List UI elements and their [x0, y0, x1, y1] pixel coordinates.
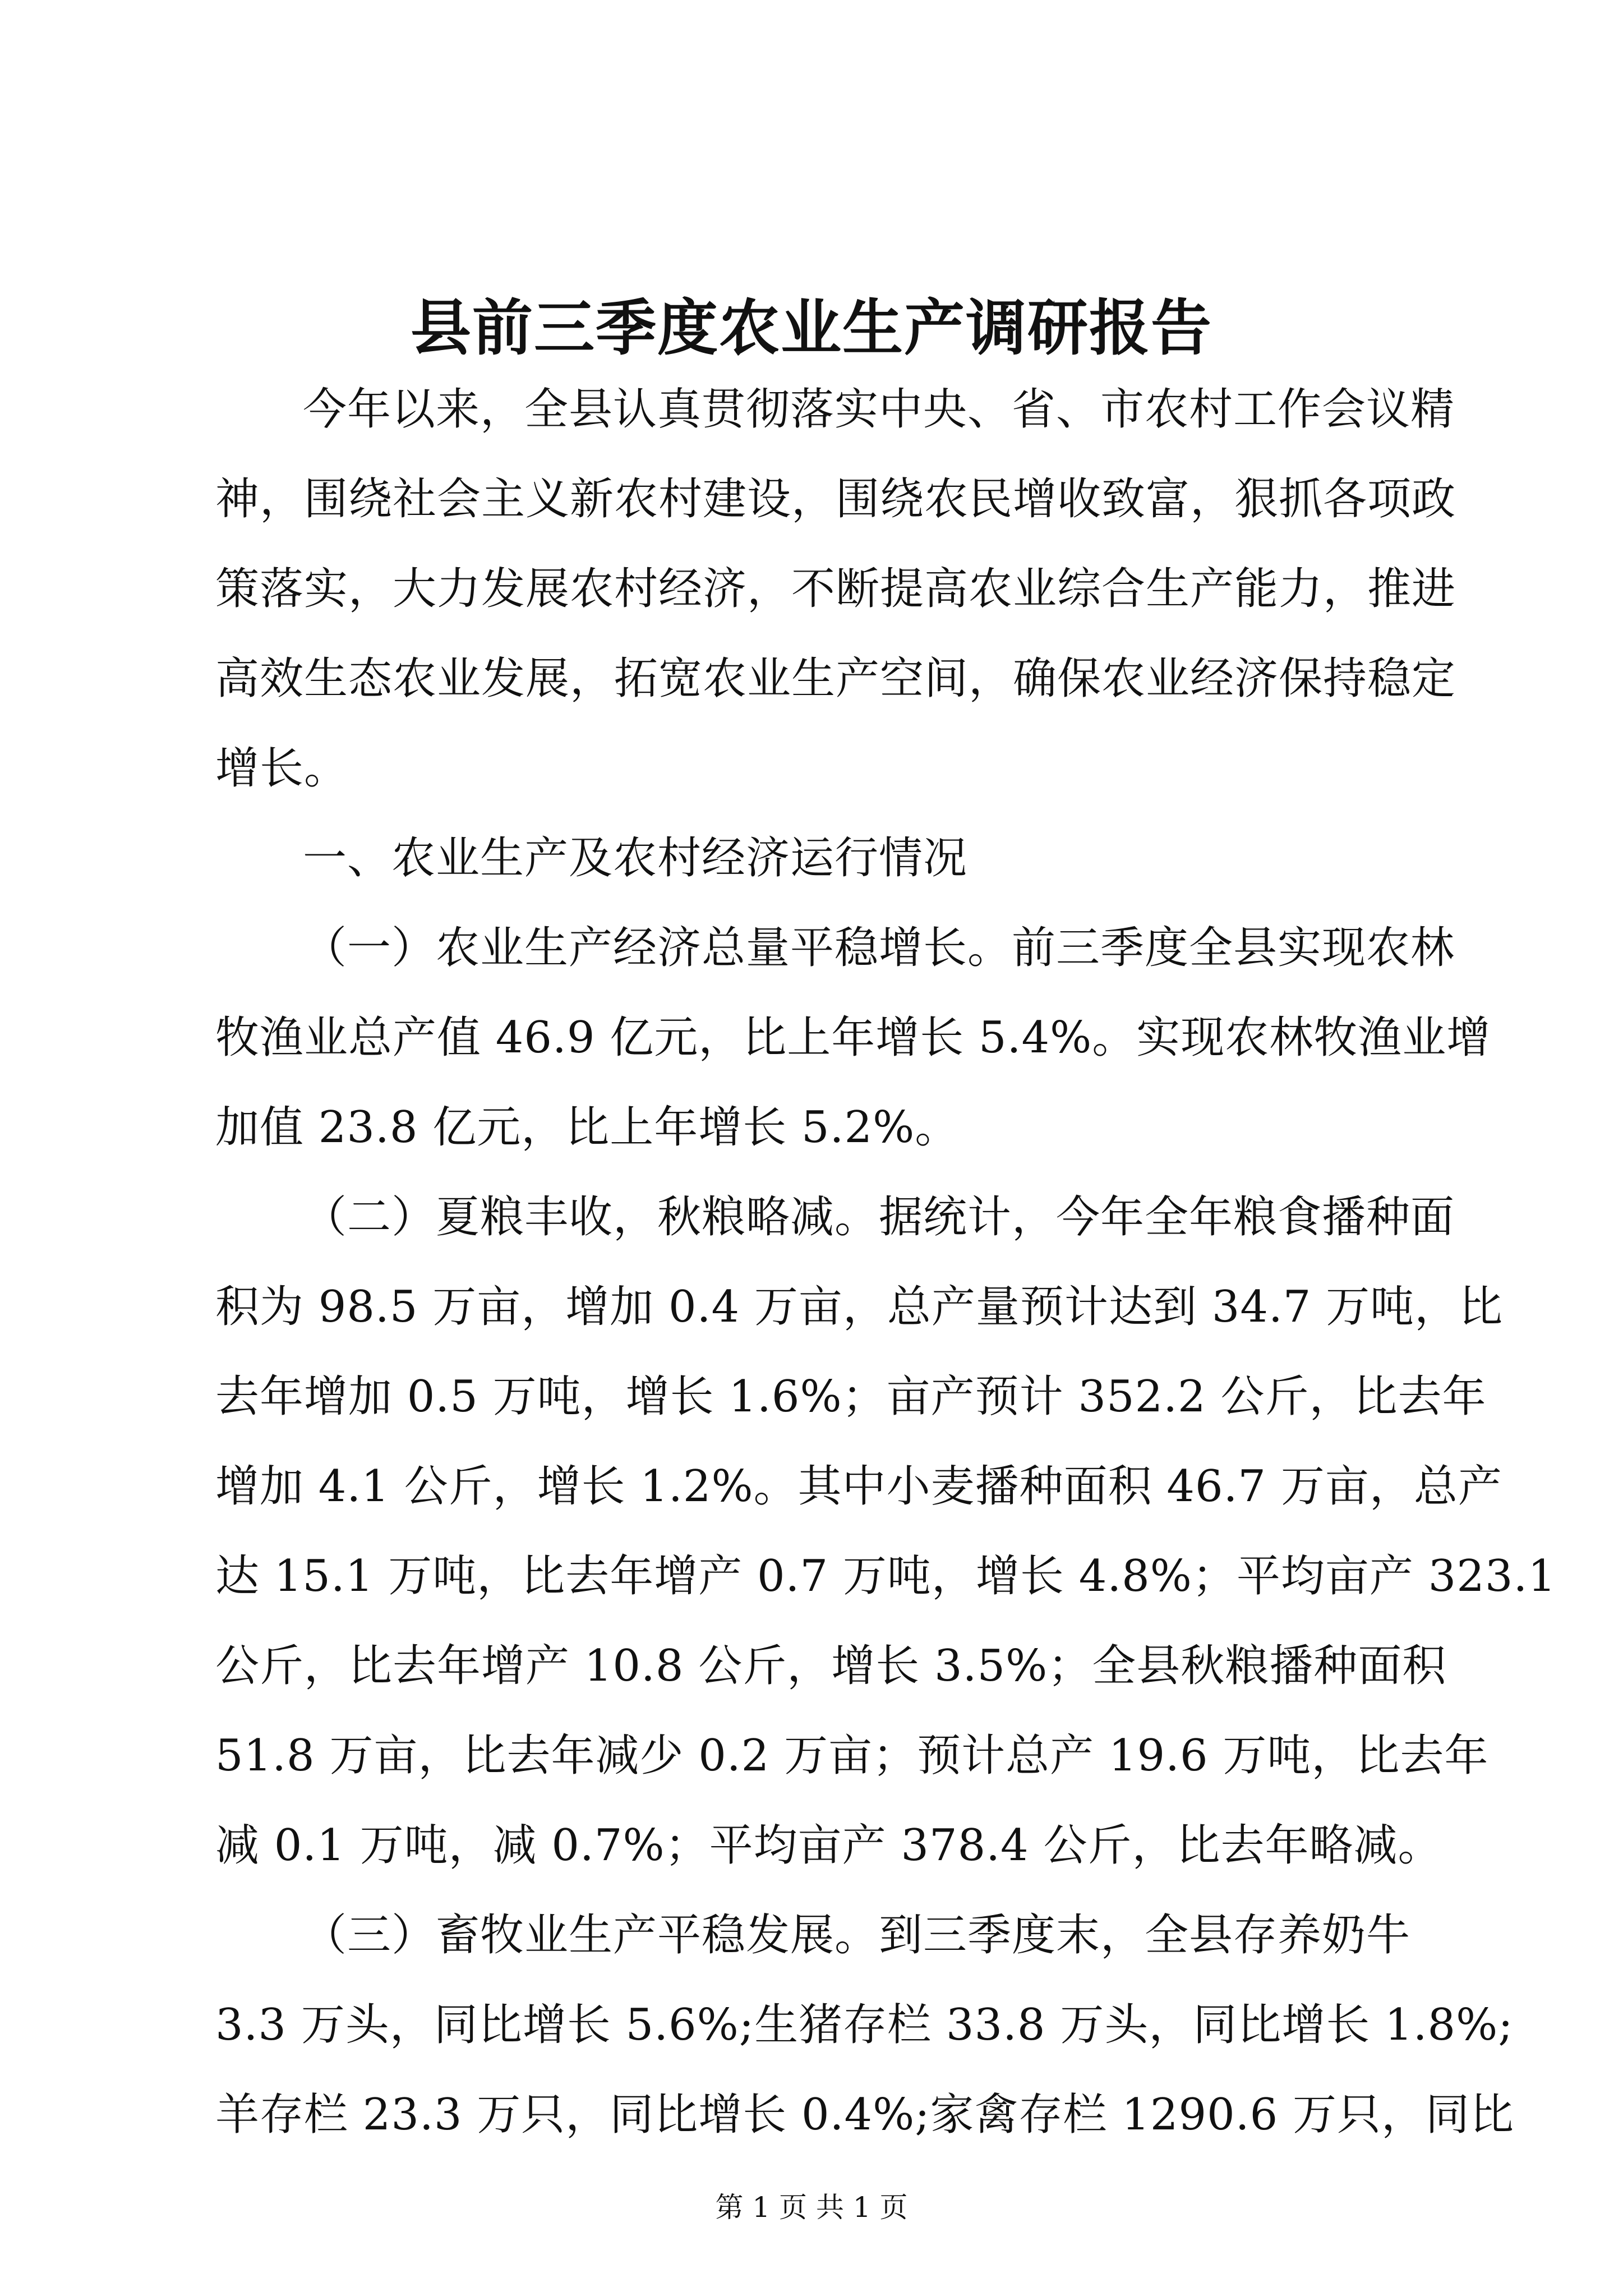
page-footer: 第 1 页 共 1 页	[715, 2191, 908, 2224]
paragraph-line: 积为 98.5 万亩，增加 0.4 万亩，总产量预计达到 34.7 万吨，比	[215, 1282, 1504, 1332]
paragraph-line: 高效生态农业发展，拓宽农业生产空间，确保农业经济保持稳定	[215, 654, 1456, 704]
paragraph-line: 今年以来，全县认真贯彻落实中央、省、市农村工作会议精	[303, 384, 1455, 435]
document-title: 县前三季度农业生产调研报告	[410, 293, 1212, 364]
paragraph-line: 牧渔业总产值 46.9 亿元，比上年增长 5.4%。实现农林牧渔业增	[215, 1013, 1491, 1063]
paragraph-line: （二）夏粮丰收，秋粮略减。据统计，今年全年粮食播种面	[303, 1192, 1455, 1243]
paragraph-line: 策落实，大力发展农村经济，不断提高农业综合生产能力，推进	[215, 564, 1456, 614]
paragraph-line: 去年增加 0.5 万吨，增长 1.6%；亩产预计 352.2 公斤，比去年	[215, 1372, 1487, 1422]
paragraph-line: 羊存栏 23.3 万只，同比增长 0.4%;家禽存栏 1290.6 万只，同比	[215, 2090, 1515, 2140]
paragraph-line: （一）农业生产经济总量平稳增长。前三季度全县实现农林	[303, 923, 1455, 973]
paragraph-line: 达 15.1 万吨，比去年增产 0.7 万吨，增长 4.8%；平均亩产 323.1	[215, 1551, 1556, 1602]
paragraph-line: 加值 23.8 亿元，比上年增长 5.2%。	[215, 1102, 960, 1153]
paragraph-line: 神，围绕社会主义新农村建设，围绕农民增收致富，狠抓各项政	[215, 474, 1456, 524]
paragraph-line: 51.8 万亩，比去年减少 0.2 万亩；预计总产 19.6 万吨，比去年	[215, 1731, 1489, 1781]
paragraph-line: （三）畜牧业生产平稳发展。到三季度末，全县存养奶牛	[303, 1910, 1411, 1961]
paragraph-line: 减 0.1 万吨，减 0.7%；平均亩产 378.4 公斤，比去年略减。	[215, 1820, 1442, 1871]
paragraph-line: 公斤，比去年增产 10.8 公斤，增长 3.5%；全县秋粮播种面积	[215, 1641, 1447, 1691]
section-heading: 一、农业生产及农村经济运行情况	[303, 833, 968, 884]
paragraph-line: 增长。	[215, 743, 349, 794]
paragraph-line: 增加 4.1 公斤，增长 1.2%。其中小麦播种面积 46.7 万亩，总产	[215, 1461, 1502, 1512]
paragraph-line: 3.3 万头，同比增长 5.6%;生猪存栏 33.8 万头，同比增长 1.8%;	[215, 2000, 1514, 2050]
